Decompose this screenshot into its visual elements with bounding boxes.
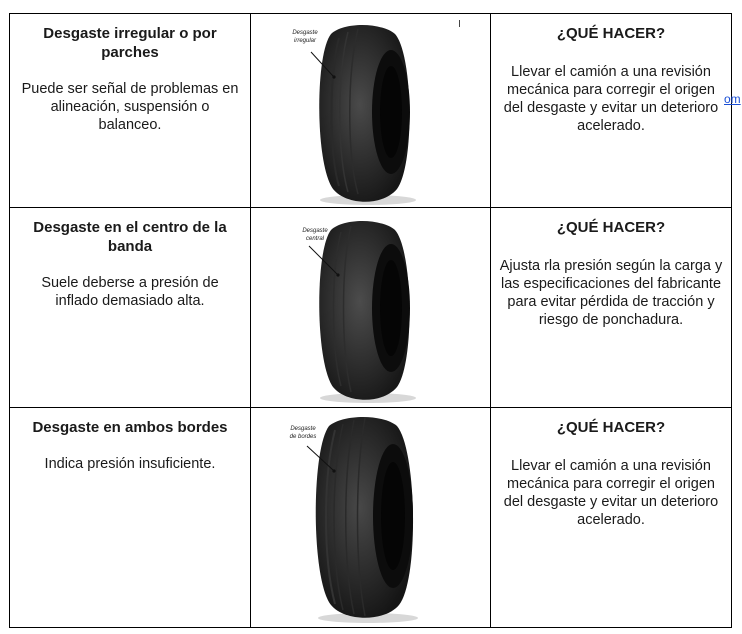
tire-image (251, 408, 490, 627)
callout-label: irregular (293, 38, 317, 44)
callout-label: de bordes (289, 434, 317, 440)
action-text: Llevar el camión a una revisión mecánica para corregir el origen del desgaste y evitar un deterioro acelerado. (503, 458, 719, 528)
tire-image-cell (251, 408, 491, 628)
tire-image (251, 208, 490, 407)
tire-image-cell (251, 14, 491, 208)
action-cell (491, 14, 732, 208)
action-cell (491, 408, 732, 628)
wear-title: Desgaste en el centro de la banda (33, 219, 227, 255)
action-heading: ¿QUÉ HACER? (556, 25, 666, 42)
wear-title: Desgaste irregular o por parches (43, 25, 217, 61)
tire-image (251, 14, 490, 207)
action-text: Llevar el camión a una revisión mecánica para corregir el origen del desgaste y evitar un deterioro acelerado. (503, 64, 719, 134)
action-heading: ¿QUÉ HACER? (556, 219, 666, 236)
action-text: Ajusta rla presión según la carga y las especificaciones del fabricante para evitar pérdida de tracción y riesgo de ponchadura. (499, 258, 723, 328)
table-row (10, 208, 732, 408)
wear-description: Suele deberse a presión de inflado demasiado alta. (41, 275, 219, 309)
wear-title: Desgaste en ambos bordes (32, 419, 228, 436)
callout-label: Desgaste (302, 228, 328, 234)
callout-label: Desgaste (290, 426, 316, 432)
tire-wear-table (9, 13, 732, 628)
table-row (10, 408, 732, 628)
table-row (10, 14, 732, 208)
wear-type-cell (10, 208, 251, 408)
action-cell (491, 208, 732, 408)
action-heading: ¿QUÉ HACER? (556, 419, 666, 436)
callout-label: central (305, 236, 325, 242)
callout-label: Desgaste (292, 30, 318, 36)
wear-type-cell (10, 14, 251, 208)
tire-image-cell (251, 208, 491, 408)
wear-description: Puede ser señal de problemas en alineación, suspensión o balanceo. (21, 81, 239, 133)
wear-type-cell (10, 408, 251, 628)
partial-link[interactable]: om (724, 92, 741, 106)
wear-description: Indica presión insuficiente. (44, 456, 216, 472)
